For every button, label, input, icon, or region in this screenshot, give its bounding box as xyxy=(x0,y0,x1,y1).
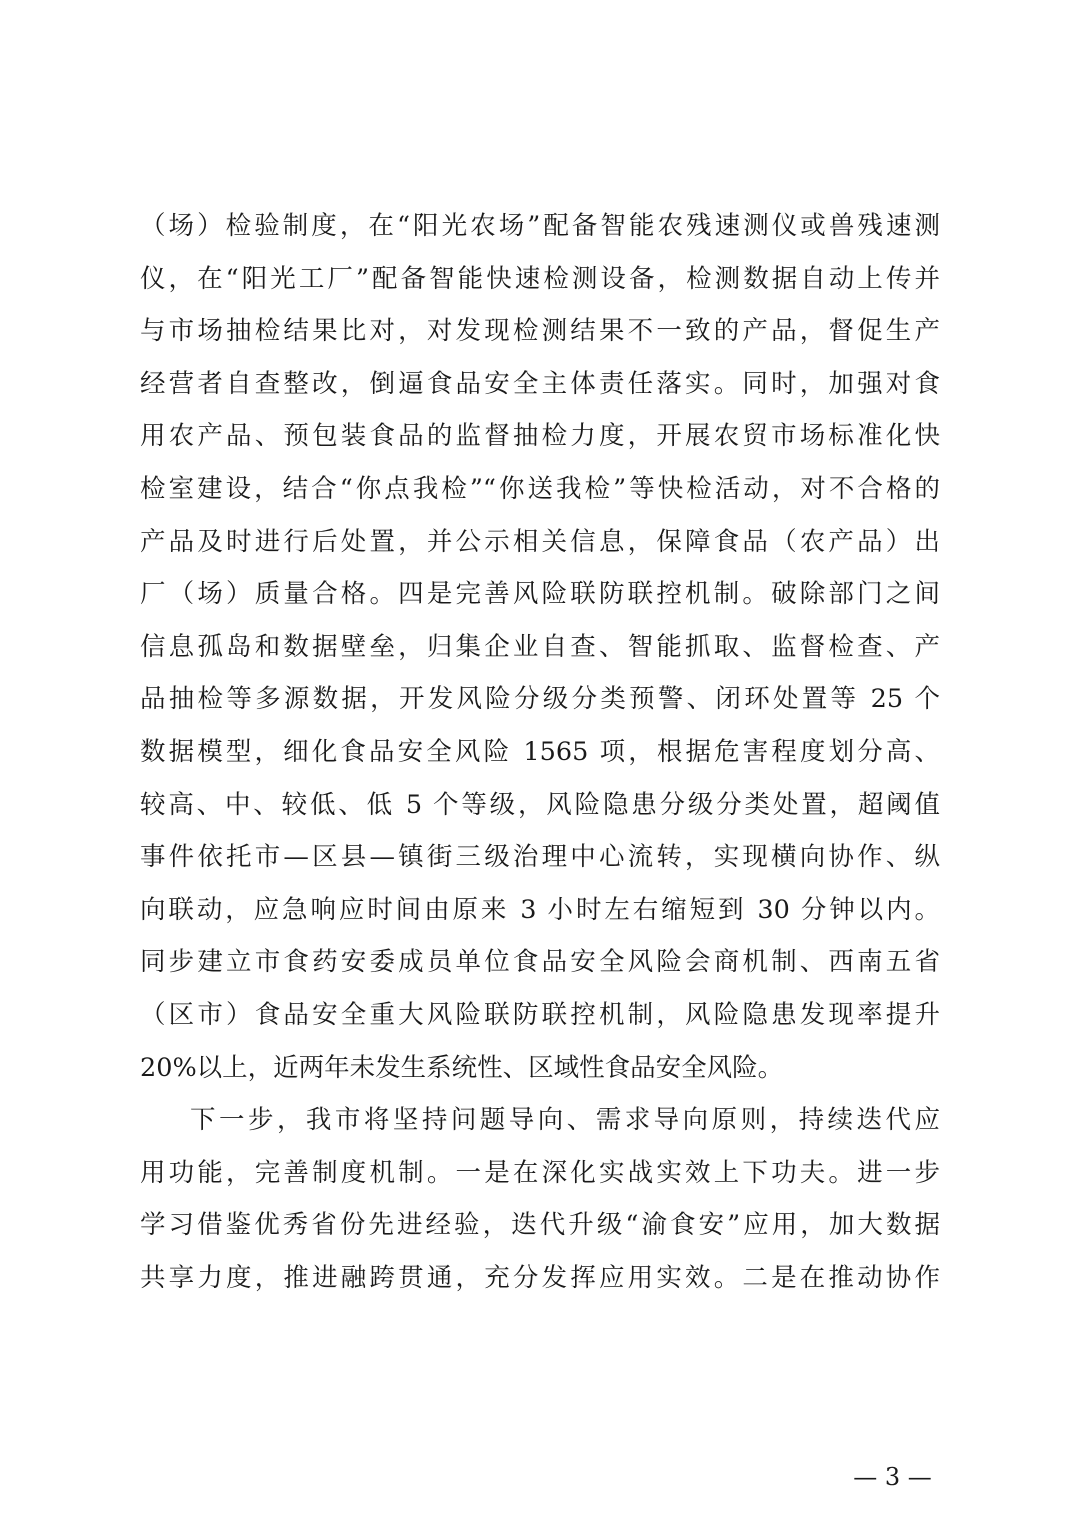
text-line: 信息孤岛和数据壁垒，归集企业自查、智能抓取、监督检查、产 xyxy=(140,631,940,662)
text-line: 学习借鉴优秀省份先进经验，迭代升级“渝食安”应用，加大数据 xyxy=(140,1210,940,1241)
text-line: 较高、中、较低、低 5 个等级，风险隐患分级分类处置，超阈值 xyxy=(140,789,940,820)
text-line: 数据模型，细化食品安全风险 1565 项，根据危害程度划分高、 xyxy=(140,736,940,767)
text-line: 仪，在“阳光工厂”配备智能快速检测设备，检测数据自动上传并 xyxy=(140,263,940,294)
text-line: （场）检验制度，在“阳光农场”配备智能农残速测仪或兽残速测 xyxy=(140,211,940,241)
text-line: 与市场抽检结果比对，对发现检测结果不一致的产品，督促生产 xyxy=(140,316,940,347)
text-line: 检室建设，结合“你点我检”“你送我检”等快检活动，对不合格的 xyxy=(140,473,940,504)
text-line: （区市）食品安全重大风险联防联控机制，风险隐患发现率提升 xyxy=(140,999,940,1030)
page-number: — 3 — xyxy=(853,1463,932,1491)
text-line: 共享力度，推进融跨贯通，充分发挥应用实效。二是在推动协作 xyxy=(140,1262,940,1293)
text-line: 厂（场）质量合格。四是完善风险联防联控机制。破除部门之间 xyxy=(140,579,940,610)
document-body xyxy=(140,200,940,1304)
text-line: 经营者自查整改，倒逼食品安全主体责任落实。同时，加强对食 xyxy=(140,368,940,399)
text-line: 用农产品、预包装食品的监督抽检力度，开展农贸市场标准化快 xyxy=(140,421,940,452)
text-line: 同步建立市食药安委成员单位食品安全风险会商机制、西南五省 xyxy=(140,947,940,978)
paragraph-start-line: 下一步，我市将坚持问题导向、需求导向原则，持续迭代应 xyxy=(190,1105,940,1136)
text-line: 用功能，完善制度机制。一是在深化实战实效上下功夫。进一步 xyxy=(140,1157,940,1188)
paragraph-end-line: 20%以上，近两年未发生系统性、区域性食品安全风险。 xyxy=(140,1052,784,1083)
text-line: 事件依托市—区县—镇街三级治理中心流转，实现横向协作、纵 xyxy=(140,842,940,873)
text-line: 品抽检等多源数据，开发风险分级分类预警、闭环处置等 25 个 xyxy=(140,684,940,715)
text-line: 向联动，应急响应时间由原来 3 小时左右缩短到 30 分钟以内。 xyxy=(140,894,940,925)
text-line: 产品及时进行后处置，并公示相关信息，保障食品（农产品）出 xyxy=(140,526,940,557)
